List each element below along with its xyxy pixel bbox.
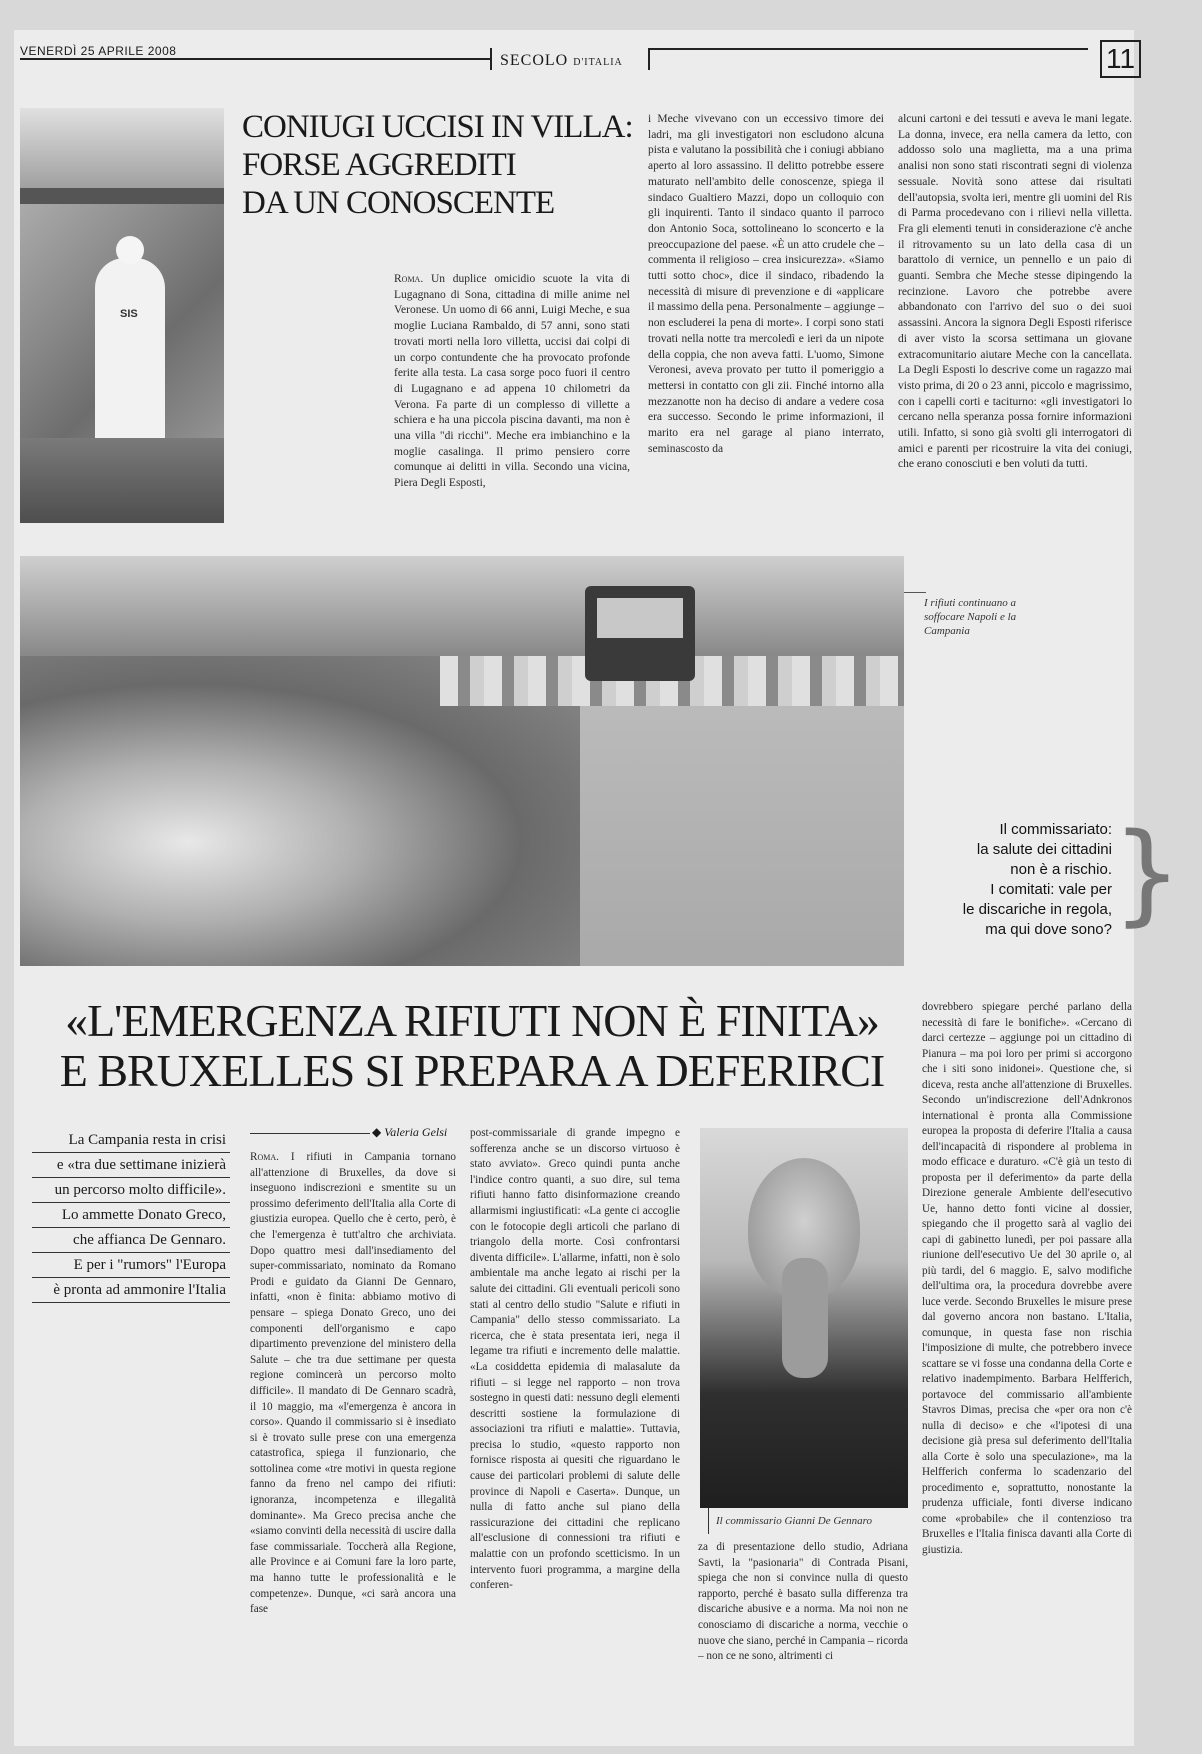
article1-dateline: Roma. [394, 273, 424, 285]
summary-line: e «tra due settimane inizierà [32, 1153, 230, 1178]
article2-column-1-text: I rifiuti in Campania tornano all'attenzione di Bruxelles, da dove si inseguono indiscrezioni e smentite su un prossimo deferimento dell'Italia alla Corte di giustizia europea. Quello che è certo, però, è che l'emergenza è tutt'altro che archiviata. Dopo quattro mesi dall'insediamento del super-commissariato, nominato da Romano Prodi e guidato da Gianni De Gennaro, infatti, «non è finita: abbiamo motivo di pensare – spiega Donato Greco, uno dei componenti dell'organismo e capo dipartimento prevenzione del ministero della Salute – che tra due settimane per questa regione comincerà un percorso molto difficile». Il mandato di De Gennaro scadrà, il 10 maggio, ma «l'emergenza è ancora in corso». Quando il commissario si è insediato si è trovato sulle prese con una emergenza catastrofica, spiega il funzionario, che sottolinea come «tre motivi in questa regione fanno da freno nel campo dei rifiuti: ignoranza, incompetenza e illegalità dominante». Ma Greco precisa anche che «siamo convinti della necessità di uscire dalla fase commissariale. Toccherà alla Regione, alle Province e ai Comuni fare la loro parte, ma hanno tutte le professionalità e le competenze». Dunque, «ci sarà ancora una fase [250, 1151, 456, 1616]
article1-title-line2: FORSE AGGREDITI [242, 147, 516, 183]
article1-column-1-text: Un duplice omicidio scuote la vita di Lugagnano di Sona, cittadina di mille anime nel Veronese. Un uomo di 66 anni, Luigi Meche, e sua moglie Luciana Rambaldo, di 57 anni, sono stati trovati morti nella loro villetta, uccisi dai colpi di un corpo contundente che ha provocato profonde ferite alla testa. La casa sorge poco fuori il centro di Lugagnano e ad appena 10 chilometri da Verona. Fa parte di un complesso di villette a schiera e ha una piccola piscina davanti, ma non è una villa "di ricchi". Meche era imbianchino e la moglie casalinga. Il primo pensiero corre comunque ai delitti in villa. Secondo una vicina, Piera Degli Esposti, [394, 273, 630, 490]
article1-column-1 [394, 272, 630, 520]
summary-line: è pronta ad ammonire l'Italia [32, 1278, 230, 1303]
pull-quote-line2: la salute dei cittadini [976, 841, 1112, 858]
article2-summary [32, 1128, 230, 1303]
article1-column-2: i Meche vivevano con un eccessivo timore dei ladri, ma gli investigatori non escludono alcuna pista e valutano la possibilità che i coniugi abbiano aperto al loro assassino. Il delitto potrebbe essere maturato nell'ambito delle conoscenze, spiega il sindaco Gualtiero Mazzi, dopo un colloquio con gli inquirenti. Tanto il sindaco quanto il parroco don Antonio Soca, sottolineano lo sconcerto e la preoccupazione del paese. «È un atto crudele che – commenta il religioso – crea insicurezza». «Siamo tutti sotto choc», dice il sindaco, ribadendo la necessità di misure di prevenzione e di «applicare il massimo della pena. Personalmente – aggiunge – non escluderei la pena di morte». I corpi sono stati trovati nella notte tra mercoledì e ieri da un nipote della coppia, che non aveva fatti. L'uomo, Simone Veronesi, aveva provato per tutto il pomeriggio a mettersi in contatto con gli zii. Finché intorno alla mezzanotte non ha deciso di andare a vedere cosa era successo. Secondo le prime informazioni, il marito era nel garage al piano interrato, seminascosto da [648, 113, 884, 455]
pull-quote-line1: Il commissariato: [999, 821, 1112, 838]
header-date: VENERDÌ 25 APRILE 2008 [20, 44, 177, 58]
waste-photo-caption: I rifiuti continuano a soffocare Napoli e la Campania [924, 597, 1017, 637]
header-tick-left [490, 48, 492, 70]
paper-name: SECOLO [500, 52, 569, 69]
pull-quote-line3: non è a rischio. [1010, 861, 1112, 878]
pull-quote [900, 820, 1112, 940]
portrait-caption: Il commissario Gianni De Gennaro [716, 1515, 873, 1527]
byline-name: Valeria Gelsi [384, 1125, 448, 1139]
article2-byline: ◆ Valeria Gelsi [372, 1125, 448, 1139]
summary-line: un percorso molto difficile». [32, 1178, 230, 1203]
header-rule-left [20, 58, 490, 60]
header-rule-right [648, 48, 1088, 50]
pull-quote-line4: I comitati: vale per [990, 881, 1112, 898]
forensic-badge: SIS [120, 308, 138, 320]
pull-quote-brace: } [1112, 809, 1182, 937]
forensics-photo [20, 108, 224, 523]
garbage-truck [585, 586, 695, 681]
article2-dateline: Roma. [250, 1151, 279, 1163]
caption-rule [904, 592, 926, 593]
article2-title [22, 996, 922, 1096]
article2-column-4: dovrebbero spiegare perché parlano della necessità di fare le bonifiche». «Cercano di darci certezze – aggiunge poi un cittadino di Pianura – ma poi loro per primi si accorgono che i siti sono inidonei». Questione che, si diceva, resta anche all'attenzione di Bruxelles. Secondo un'indiscrezione dell'Adnkronos international è pronta alla Commissione europea la proposta di deferire l'Italia a causa dell'incapacità di rispondere al problema in modo efficace e duraturo. «C'è già un testo di proposta per il deferimento» da parte della Direzione generale Ambiente dell'esecutivo Ue, hanno detto fonti vicine al dossier, spiegando che il progetto sarà al vaglio dei capi di gabinetto lunedì, per poi passare alla riunione dell'esecutivo Ue del 30 aprile o, al più tardi, del 6 maggio. E, salvo modifiche dell'ultima ora, la procedura dovrebbe avere luce verde. Secondo Bruxelles le misure prese dal governo ancora non bastano. L'Italia, comunque, in questa fase non rischia l'imposizione di multe, che potrebbero invece scattare se vi fosse una condanna della Corte e relativo inadempimento. Barbara Helfferich, portavoce del commissario all'ambiente Stavros Dimas, precisa che «per ora non c'è nulla di deciso» e che «l'ipotesi di una decisione già presa sul deferimento dell'Italia alla Corte è solo una speculazione», ma la Helfferich conferma lo scadenzario del procedimento e, soprattutto, nonostante la prudenza ufficiale, fonti diverse indicano come «probabile» che il contenzioso tra Bruxelles e l'Italia finisca davanti alla Corte di giustizia. [922, 1001, 1132, 1556]
article1-title [242, 108, 642, 222]
pull-quote-line6: ma qui dove sono? [985, 921, 1112, 938]
summary-line: E per i "rumors" l'Europa [32, 1253, 230, 1278]
portrait-photo [700, 1128, 908, 1508]
article2-title-line2: E BRUXELLES SI PREPARA A DEFERIRCI [59, 1045, 885, 1096]
summary-line: Lo ammette Donato Greco, [32, 1203, 230, 1228]
article2-column-3: za di presentazione dello studio, Adriana Savti, la "pasionaria" di Contrada Pisani, spiega che non si convince nulla di questo rapporto, perché è basato sulla differenza tra discariche abusive e a norma. Ma noi non ne conosciamo di discariche a norma, vecchie o nuove che siano, perché in Campania – ricorda – non ce ne sono, altrimenti ci [698, 1541, 908, 1663]
article1-title-line3: DA UN CONOSCENTE [242, 185, 555, 221]
summary-line: che affianca De Gennaro. [32, 1228, 230, 1253]
header-tick-right [648, 48, 650, 70]
article2-column-2: post-commissariale di grande impegno e sofferenza anche se un discorso virtuoso è stato avviato». Greco quindi punta anche l'indice contro quanti, a suo dire, sul tema rifiuti hanno fatto disinformazione creando allarmismi ingiustificati: «La gente ci accoglie con le fotocopie degli articoli che parlano di triangolo della morte. Così confrontarsi diventa difficile». L'allarme, infatti, non è solo ambientale ma anche legato ai rischi per la salute dei cittadini. Gli eventuali pericoli sono stati al centro dello studio "Salute e rifiuti in Campania" dello stesso commissariato. La ricerca, che è stata presentata ieri, nega il legame tra rifiuti e incremento delle malattie. «La cosiddetta epidemia di malasalute da rifiuti – si legge nel rapporto – non trova sostegno in questi dati: nessuno degli elementi descritti sostiene la formulazione di associazioni tra rifiuti e malattie». Tuttavia, precisa lo studio, «questo rapporto non fornisce risposta ai quesiti che riguardano le cause dei particolari problemi di salute delle province di Napoli e Caserta». Dunque, un nulla di fatto anche sul piano della rassicurazione dei cittadini che replicano all'esclusione di connessioni tra rifiuti e malattie con un profondo scetticismo. In un intervento fuori programma, a margine della conferen- [470, 1127, 680, 1592]
forensic-officer-figure [95, 258, 165, 468]
summary-line: La Campania resta in crisi [32, 1128, 230, 1153]
paper-name-small: D'ITALIA [573, 57, 623, 68]
pull-quote-line5: le discariche in regola, [962, 901, 1112, 918]
portrait-hands [782, 1258, 828, 1378]
article2-column-1 [250, 1150, 456, 1716]
portrait-caption-rule [708, 1508, 709, 1534]
byline-rule [250, 1133, 370, 1134]
article1-column-3: alcuni cartoni e dei tessuti e aveva le mani legate. La donna, invece, era nella camera da letto, con addosso solo una maglietta, ma a una prima analisi non sono stati riscontrati segni di violenza sessuale. Novità sono attese dai risultati dell'autopsia, svolta ieri, mentre gli uomini del Ris di Parma procedevano con i rilievi nella villetta. Fra gli elementi tenuti in considerazione c'è anche il ritrovamento su un lato della casa di un barattolo di vernice, un pennello e un paio di guanti. Sembra che Meche stesse dipingendo la recinzione. Lavoro che potrebbe avere abbandonato con l'arrivo del suo o dei suoi assassini. Ancora la signora Degli Esposti riferisce di aver visto la scorsa settimana un giovane extracomunitario aiutare Meche con la cancellata. La Degli Esposti lo descrive come un ragazzo mai visto prima, di 20 o 23 anni, piccolo e magrissimo, con i capelli corti e taciturno: «gli investigatori lo cercano nella speranza possa fornire informazioni utili. Infatto, si sono già svolti gli interrogatori di amici e parenti per ricostruire la vita dei coniugi, che erano conosciuti e ben voluti da tutti. [898, 113, 1132, 471]
article2-title-line1: «L'EMERGENZA RIFIUTI NON È FINITA» [65, 995, 879, 1046]
header-paper-name [500, 52, 623, 70]
page-number: 11 [1100, 40, 1141, 78]
waste-photo [20, 556, 904, 966]
article1-title-line1: CONIUGI UCCISI IN VILLA: [242, 109, 633, 145]
